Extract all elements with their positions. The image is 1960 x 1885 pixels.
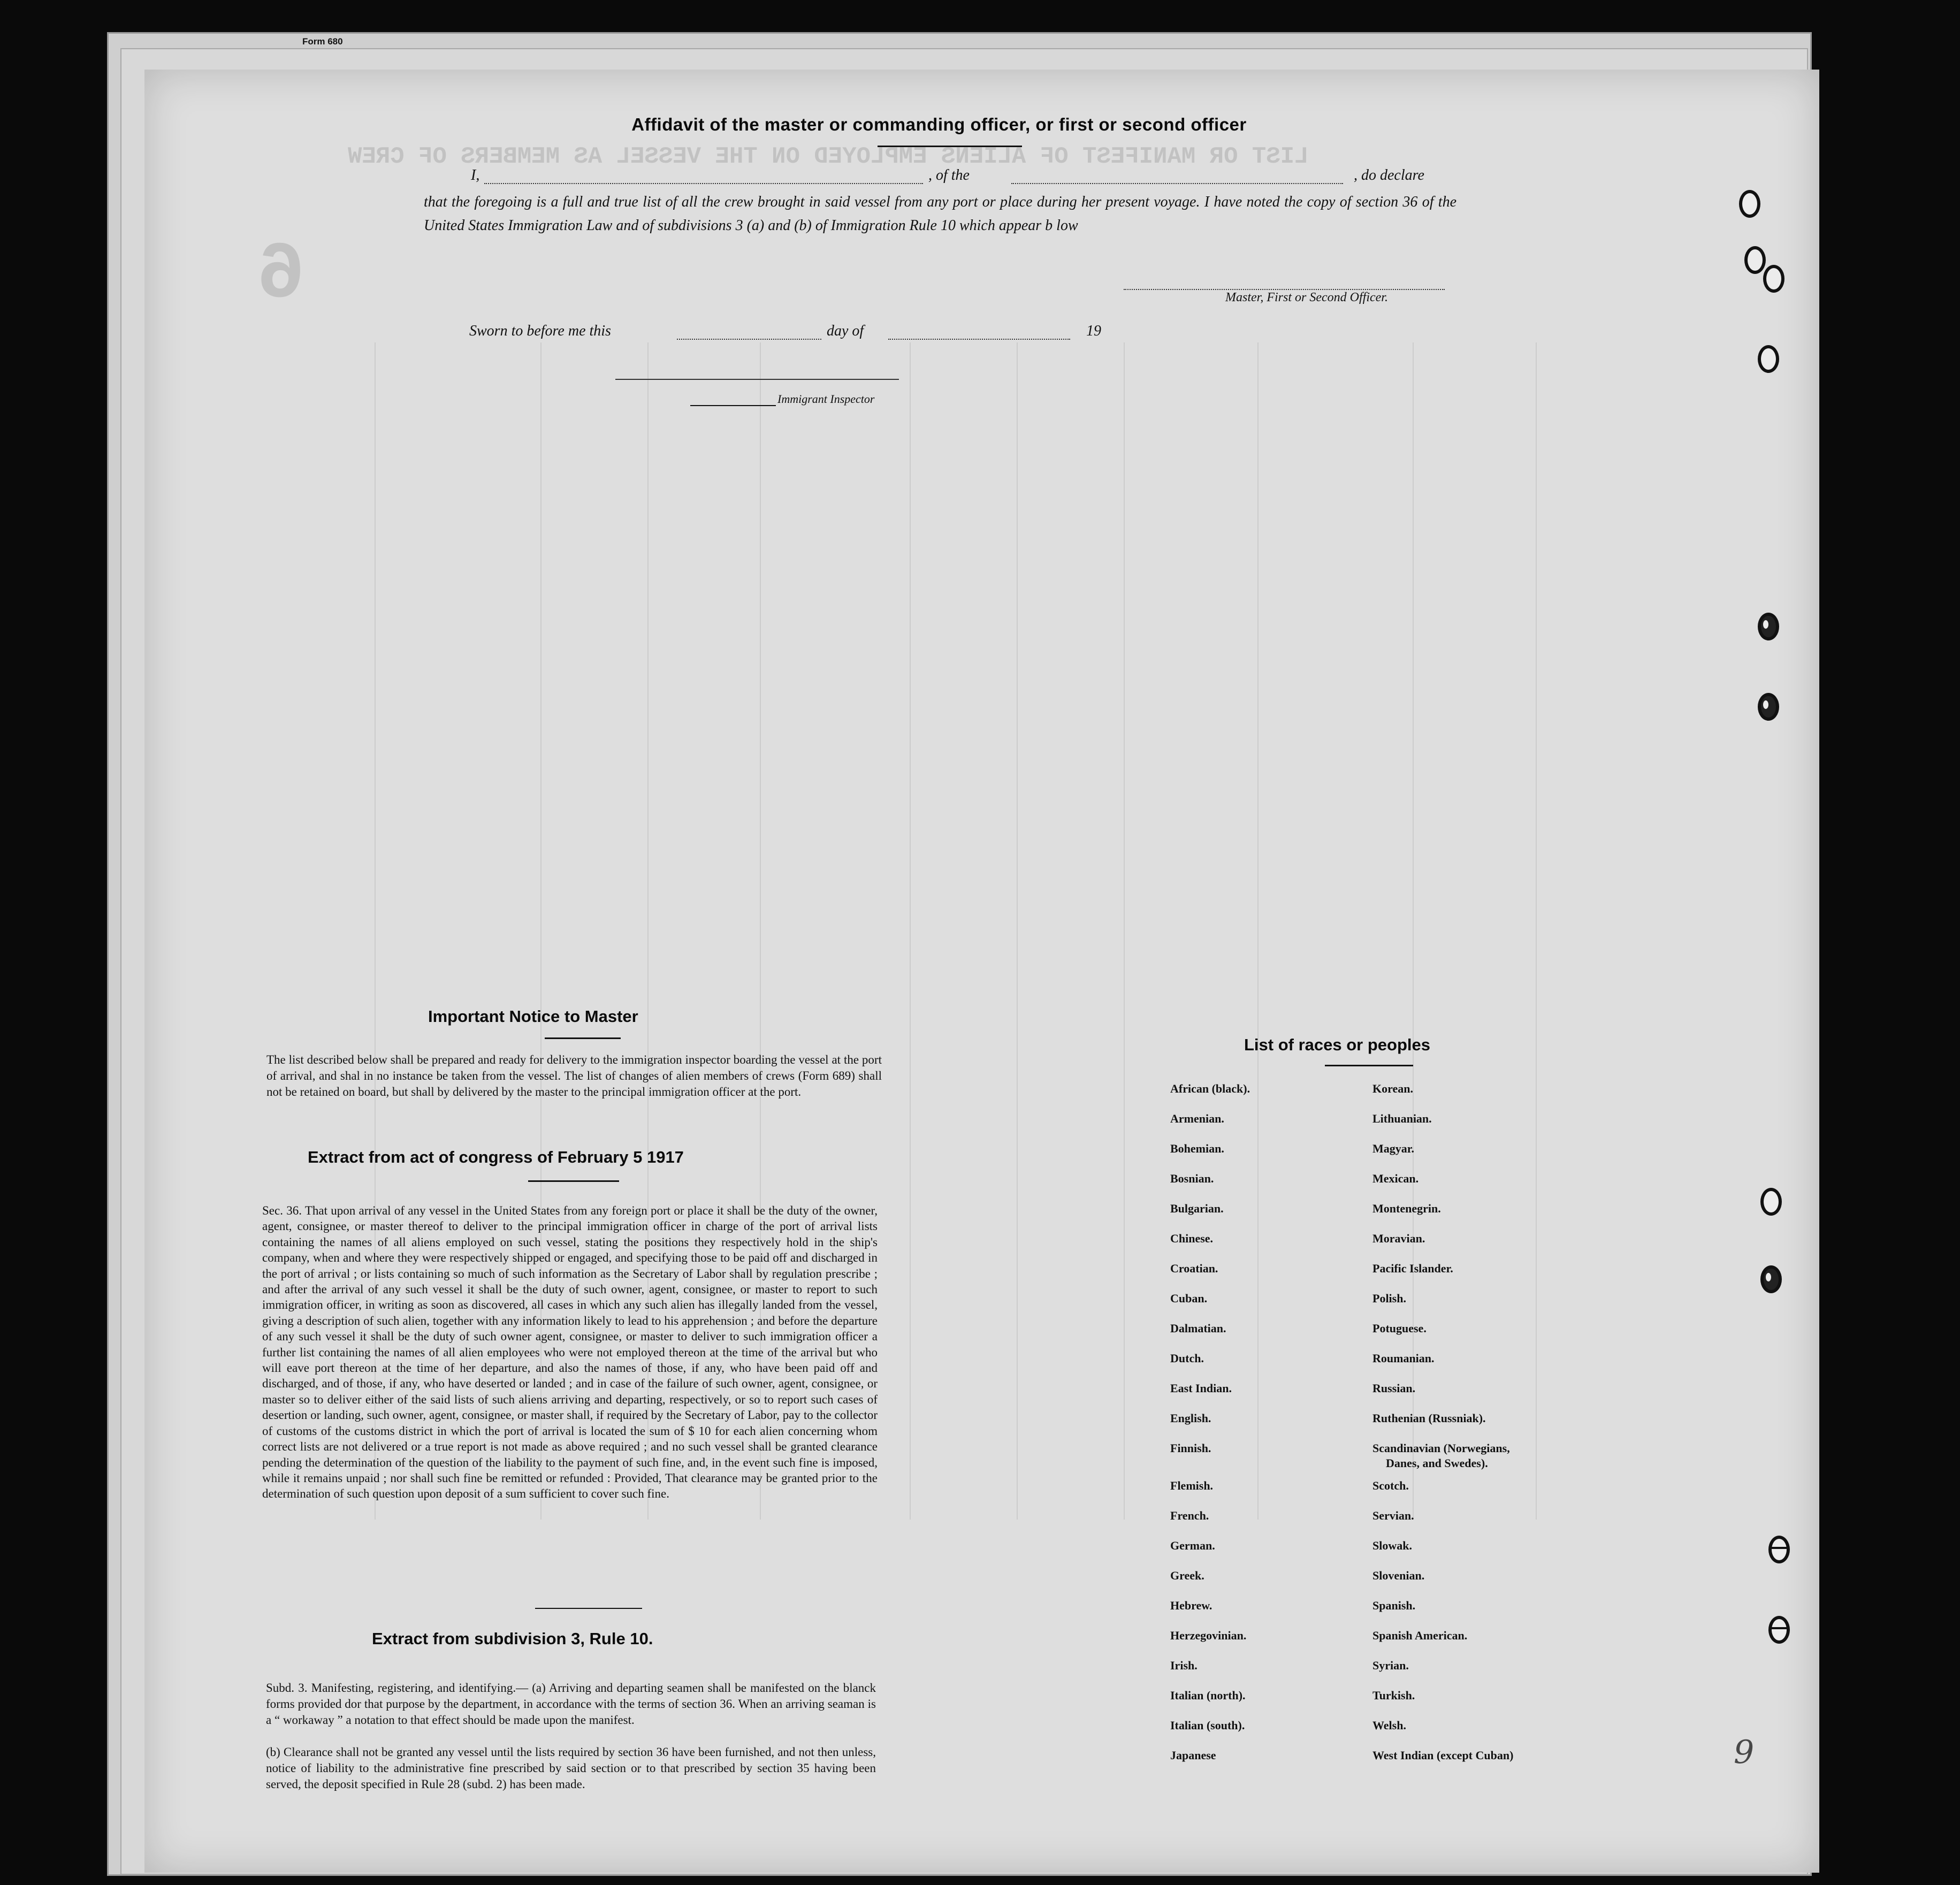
race-item: Potuguese. — [1372, 1322, 1427, 1335]
race-item: African (black). — [1170, 1082, 1250, 1095]
race-item: Slovenian. — [1372, 1569, 1425, 1582]
race-item: Cuban. — [1170, 1292, 1208, 1305]
race-item: Welsh. — [1372, 1719, 1406, 1732]
race-item: Spanish. — [1372, 1599, 1416, 1612]
inspector-label: Immigrant Inspector — [777, 392, 875, 406]
affidavit-i: I, — [471, 167, 480, 184]
binder-hole-icon — [1768, 1536, 1790, 1563]
race-item: Lithuanian. — [1372, 1112, 1432, 1125]
race-item: Danes, and Swedes). — [1386, 1456, 1488, 1470]
race-item: Japanese — [1170, 1749, 1216, 1762]
race-item: Flemish. — [1170, 1479, 1214, 1492]
extract-act-text: Sec. 36. That upon arrival of any vessel in the United States from any foreign port or place it shall be the duty of the owner, agent, consignee, or master thereof to deliver to the principal immigration officer in charge of the port of arrival lists containing the names of all aliens employed on such vessel, stating the positions they respectively hold in the ship's company, when and where they were respectively shipped or engaged, and specifying those to be paid off and discharged in the port of arrival ; or lists containing so much of such information as the Secretary of Labor shall by regulation prescribe ; and after the arrival of any such vessel it shall be the duty of such owner, agent, consignee, or master to report to such immigration officer, in writing as soon as discovered, all cases in which any such alien has illegally landed from the vessel, giving a description of such alien, together with any information likely to lead to his apprehension ; and before the departure of any such vessel it shall be the duty of such owner agent, consignee, or master to deliver to such immigration officer a further list containing the names of all alien employees who were not employed thereon at the time of the arrival but who will eave port thereon at the time of her departure, and also the names of those, if any, who have been paid off and discharged, and of those, if any, who have deserted or landed ; and in case of the failure of such owner, agent, consignee, or master so to deliver either of the said lists of such aliens arriving and departing, respectively, or so to report such cases of desertion or landing, such owner, agent, consignee, or master shall, if required by the Secretary of Labor, pay to the collector of customs of the customs district in which the port of arrival is located the sum of $ 10 for each alien concerning whom correct lists are not delivered or a true report is not made as above required ; and no such vessel shall be granted clearance pending the determination of the question of the liability to the payment of such fine, and, in the event such fine is imposed, while it remains unpaid ; nor shall such fine be remitted or refunded : Provided, That clearance may be granted prior to the determination of such question upon deposit of a sum sufficient to cover such fine. — [262, 1204, 878, 1501]
race-item: Bosnian. — [1170, 1172, 1214, 1185]
race-item: Turkish. — [1372, 1689, 1415, 1702]
race-item: Montenegrin. — [1372, 1202, 1441, 1215]
race-item: Slowak. — [1372, 1539, 1412, 1552]
race-item: Scotch. — [1372, 1479, 1409, 1492]
sworn-day-field[interactable] — [677, 339, 821, 340]
binder-hole-icon — [1760, 1265, 1782, 1293]
race-item: East Indian. — [1170, 1382, 1232, 1395]
race-item: Irish. — [1170, 1659, 1198, 1672]
race-item: Mexican. — [1372, 1172, 1419, 1185]
race-item: Bulgarian. — [1170, 1202, 1224, 1215]
affidavit-of-the: , of the — [928, 167, 970, 184]
race-item: West Indian (except Cuban) — [1372, 1749, 1514, 1762]
race-item: Russian. — [1372, 1382, 1416, 1395]
extract-rule-text-a: Subd. 3. Manifesting, registering, and identifying.— (a) Arriving and departing seamen shall be manifested on the blanck forms provided dor that purpose by the department, in accordance with the terms of section 36. When an arriving seaman is a “ workaway ” a notation to that effect should be made upon the manifest. — [266, 1681, 876, 1727]
affidavit-do-declare: , do declare — [1354, 167, 1424, 184]
race-item: Dalmatian. — [1170, 1322, 1226, 1335]
race-item: Croatian. — [1170, 1262, 1218, 1275]
affidavit-body: that the foregoing is a full and true list of all the crew brought in said vessel from any port or place during her present voyage. I have noted the copy of section 36 of the United States Immigration Law and of subdivisions 3 (a) and (b) of Immigration Rule 10 which appear b low — [424, 194, 1456, 234]
race-item: Italian (south). — [1170, 1719, 1245, 1732]
binder-hole-icon — [1768, 1616, 1790, 1644]
race-item: Roumanian. — [1372, 1352, 1435, 1365]
bleed-through-number: 6 — [257, 230, 306, 321]
race-item: Polish. — [1372, 1292, 1406, 1305]
pencil-mark: 9 — [1734, 1734, 1755, 1771]
binder-hole-icon — [1758, 693, 1779, 721]
race-item: Korean. — [1372, 1082, 1413, 1095]
sworn-year: 19 — [1086, 323, 1101, 339]
race-item: Moravian. — [1372, 1232, 1425, 1245]
name-blank-field[interactable] — [484, 183, 923, 184]
vessel-blank-field[interactable] — [1011, 183, 1343, 184]
binder-hole-icon — [1758, 345, 1779, 373]
master-signature-label: Master, First or Second Officer. — [1225, 291, 1388, 304]
bleed-through-header: LIST OR MANIFEST OF ALIENS EMPLOYED ON THE VESSEL AS MEMBERS OF CREW — [348, 143, 1309, 170]
race-item: Hebrew. — [1170, 1599, 1212, 1612]
form-number: Form 680 — [302, 36, 343, 47]
notice-title: Important Notice to Master — [428, 1007, 638, 1026]
race-item: Herzegovinian. — [1170, 1629, 1247, 1642]
binder-hole-icon — [1763, 265, 1784, 293]
race-item: Pacific Islander. — [1372, 1262, 1453, 1275]
binder-hole-icon — [1744, 246, 1766, 274]
race-item: Spanish American. — [1372, 1629, 1468, 1642]
races-title: List of races or peoples — [1244, 1035, 1430, 1054]
sworn-month-field[interactable] — [888, 339, 1070, 340]
race-item: Syrian. — [1372, 1659, 1409, 1672]
extract-act-title: Extract from act of congress of February 5 1917 — [308, 1148, 684, 1166]
sworn-prefix: Sworn to before me this — [469, 323, 611, 339]
document-page — [144, 70, 1819, 1873]
race-item: Armenian. — [1170, 1112, 1224, 1125]
race-item: Magyar. — [1372, 1142, 1415, 1155]
binder-hole-icon — [1739, 190, 1760, 218]
race-item: German. — [1170, 1539, 1215, 1552]
race-item: French. — [1170, 1509, 1209, 1522]
race-item: Chinese. — [1170, 1232, 1214, 1245]
master-signature-field[interactable] — [1124, 289, 1445, 290]
race-item: Scandinavian (Norwegians, — [1372, 1441, 1510, 1455]
race-item: Ruthenian (Russniak). — [1372, 1411, 1486, 1425]
extract-rule-text-b: (b) Clearance shall not be granted any vessel until the lists required by section 36 have been furnished, and not then unless, notice of liability to the administrative fine prescribed by said section or to that prescribed by section 35 having been served, the deposit specified in Rule 28 (subd. 2) has been made. — [266, 1745, 876, 1791]
race-item: Italian (north). — [1170, 1689, 1246, 1702]
race-item: Finnish. — [1170, 1441, 1211, 1455]
race-item: English. — [1170, 1411, 1211, 1425]
inspector-signature-field[interactable] — [615, 379, 899, 380]
race-item: Greek. — [1170, 1569, 1204, 1582]
extract-rule-title: Extract from subdivision 3, Rule 10. — [372, 1629, 653, 1648]
binder-hole-icon — [1758, 613, 1779, 640]
sworn-day-of: day of — [827, 323, 864, 339]
affidavit-title: Affidavit of the master or commanding officer, or first or second officer — [631, 115, 1247, 134]
race-item: Servian. — [1372, 1509, 1414, 1522]
race-item: Bohemian. — [1170, 1142, 1224, 1155]
race-item: Dutch. — [1170, 1352, 1204, 1365]
notice-text: The list described below shall be prepared and ready for delivery to the immigration inspector boarding the vessel at the port of arrival, and shal in no instance be taken from the vessel. The list of changes of alien members of crews (Form 689) shall not be retained on board, but shall by delivered by the master to the principal immigration officer at the port. — [266, 1053, 882, 1098]
binder-hole-icon — [1760, 1188, 1782, 1216]
